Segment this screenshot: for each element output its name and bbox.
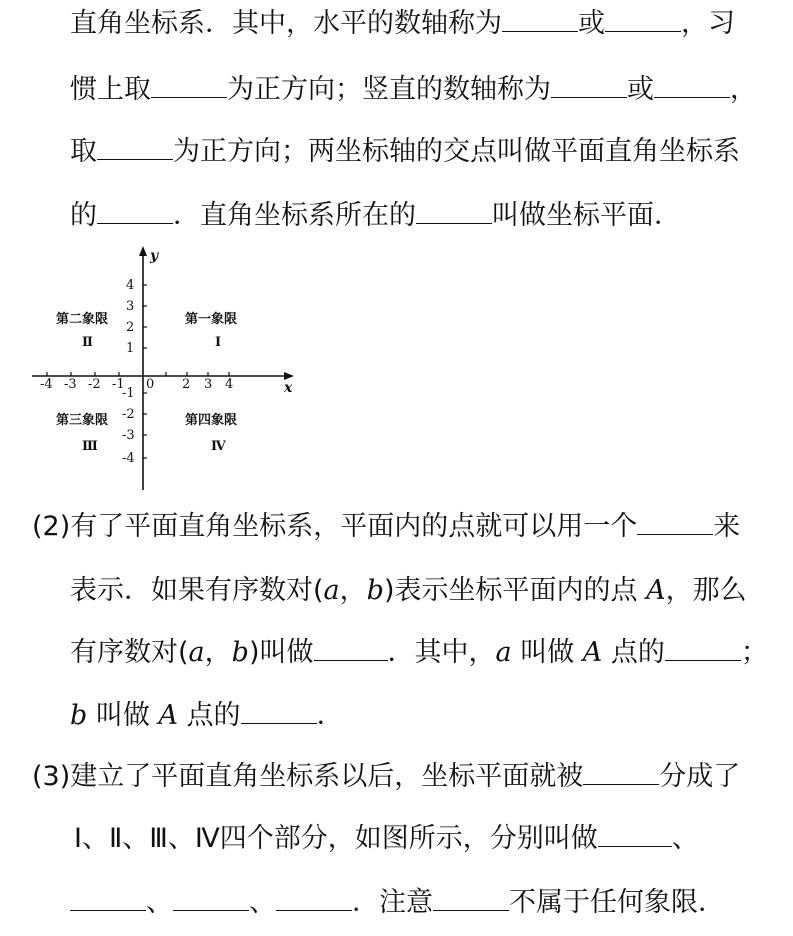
para1-line3: [70, 136, 740, 168]
answer-blank[interactable]: [416, 219, 492, 224]
text: 叫做: [511, 637, 583, 668]
variable-A: A: [158, 700, 178, 731]
para1-line1: [70, 8, 735, 40]
text: 点的: [602, 637, 665, 668]
y-axis-arrow: [139, 246, 147, 256]
text: 点的: [177, 700, 241, 731]
origin-label: 0: [146, 377, 155, 392]
para2-line1: [32, 511, 740, 543]
answer-blank[interactable]: [433, 906, 509, 911]
text: (2)有了平面直角坐标系，平面内的点就可以用一个: [32, 511, 638, 542]
answer-blank[interactable]: [637, 530, 713, 535]
x-tick-label: -2: [88, 377, 101, 392]
text: 惯上取: [70, 74, 151, 105]
y-axis-label: y: [150, 248, 159, 264]
answer-blank[interactable]: [502, 27, 578, 32]
answer-blank[interactable]: [173, 906, 249, 911]
text: ，: [204, 637, 232, 668]
variable-a: a: [188, 637, 205, 668]
answer-blank[interactable]: [583, 780, 659, 785]
answer-blank[interactable]: [276, 906, 352, 911]
text: (3)建立了平面直角坐标系以后，坐标平面就被: [32, 761, 584, 792]
text: 、: [671, 823, 699, 854]
quadrant-3-numeral: Ⅲ: [82, 439, 98, 454]
answer-blank[interactable]: [97, 219, 173, 224]
answer-blank[interactable]: [605, 27, 681, 32]
text: ．其中，: [387, 637, 496, 668]
quadrant-2-label: 第二象限: [56, 312, 109, 327]
para1-line2: [70, 74, 757, 106]
variable-b: b: [366, 575, 384, 606]
text: 为正方向；竖直的数轴称为: [227, 74, 551, 105]
para1-line4: [70, 200, 681, 232]
text: 表示．如果有序数对(: [70, 575, 324, 606]
text: 来: [713, 511, 741, 542]
x-tick-label: 4: [225, 377, 234, 392]
para3-line1: [32, 761, 740, 793]
text: ，: [339, 575, 367, 606]
x-tick-label: 2: [182, 377, 191, 392]
answer-blank[interactable]: [151, 93, 227, 98]
text: ．注意: [352, 887, 433, 918]
quadrant-1-label: 第一象限: [185, 312, 238, 327]
y-tick-label: 2: [126, 320, 135, 335]
para3-line3: [70, 887, 725, 919]
text: ．直角坐标系所在的: [173, 200, 416, 231]
answer-blank[interactable]: [551, 93, 627, 98]
quadrant-4-label: 第四象限: [185, 413, 238, 428]
text: 的: [70, 200, 97, 231]
x-tick-label: 3: [204, 377, 213, 392]
text: )表示坐标平面内的点: [383, 575, 647, 606]
text: )叫做: [248, 637, 314, 668]
text: ，: [730, 74, 757, 105]
answer-blank[interactable]: [241, 719, 317, 724]
text: ；: [740, 637, 768, 668]
x-tick-label: -4: [40, 377, 53, 392]
y-tick-label: -1: [122, 386, 135, 401]
y-tick-label: 3: [126, 299, 135, 314]
variable-a: a: [323, 575, 340, 606]
text: 直角坐标系．其中，水平的数轴称为: [70, 8, 502, 39]
quadrant-4-numeral: Ⅳ: [211, 439, 226, 454]
text: 叫做坐标平面．: [492, 200, 681, 231]
text: 或: [627, 74, 654, 105]
x-axis-label: x: [284, 380, 293, 396]
text: 有序数对(: [70, 637, 189, 668]
x-tick-label: -3: [64, 377, 77, 392]
y-tick-label: -4: [122, 451, 135, 466]
text: 分成了: [659, 761, 741, 792]
x-tick-label: -1: [112, 377, 125, 392]
text: 为正方向；两坐标轴的交点叫做平面直角坐标系: [173, 136, 740, 167]
para2-line4: [70, 700, 344, 732]
quadrant-3-label: 第三象限: [56, 413, 109, 428]
variable-b: b: [231, 637, 249, 668]
y-tick-label: 4: [126, 278, 135, 293]
variable-b: b: [70, 700, 88, 731]
text: 不属于任何象限．: [509, 887, 725, 918]
text: ，那么: [665, 575, 747, 606]
variable-A: A: [582, 637, 603, 668]
variable-A: A: [646, 575, 666, 606]
para3-line2: [74, 823, 699, 855]
text: 或: [578, 8, 605, 39]
answer-blank[interactable]: [654, 93, 730, 98]
y-tick-label: -2: [122, 407, 135, 422]
text: 、: [146, 887, 173, 918]
text: 、: [249, 887, 276, 918]
answer-blank[interactable]: [598, 842, 672, 847]
text: Ⅰ、Ⅱ、Ⅲ、Ⅳ四个部分，如图所示，分别叫做: [74, 823, 598, 854]
quadrant-1-numeral: Ⅰ: [215, 335, 222, 350]
para2-line3: [70, 637, 768, 669]
answer-blank[interactable]: [97, 155, 173, 160]
text: ．: [316, 700, 344, 731]
y-tick-label: -3: [122, 428, 135, 443]
text: 叫做: [87, 700, 159, 731]
para2-line2: [70, 575, 747, 607]
answer-blank[interactable]: [314, 656, 388, 661]
variable-a: a: [495, 637, 512, 668]
answer-blank[interactable]: [70, 906, 146, 911]
y-tick-label: 1: [126, 341, 135, 356]
quadrant-2-numeral: Ⅱ: [82, 335, 93, 350]
text: ，习: [681, 8, 735, 39]
text: 取: [70, 136, 97, 167]
coordinate-plane-figure: [28, 242, 318, 492]
answer-blank[interactable]: [665, 656, 741, 661]
x-axis-arrow: [284, 372, 294, 380]
